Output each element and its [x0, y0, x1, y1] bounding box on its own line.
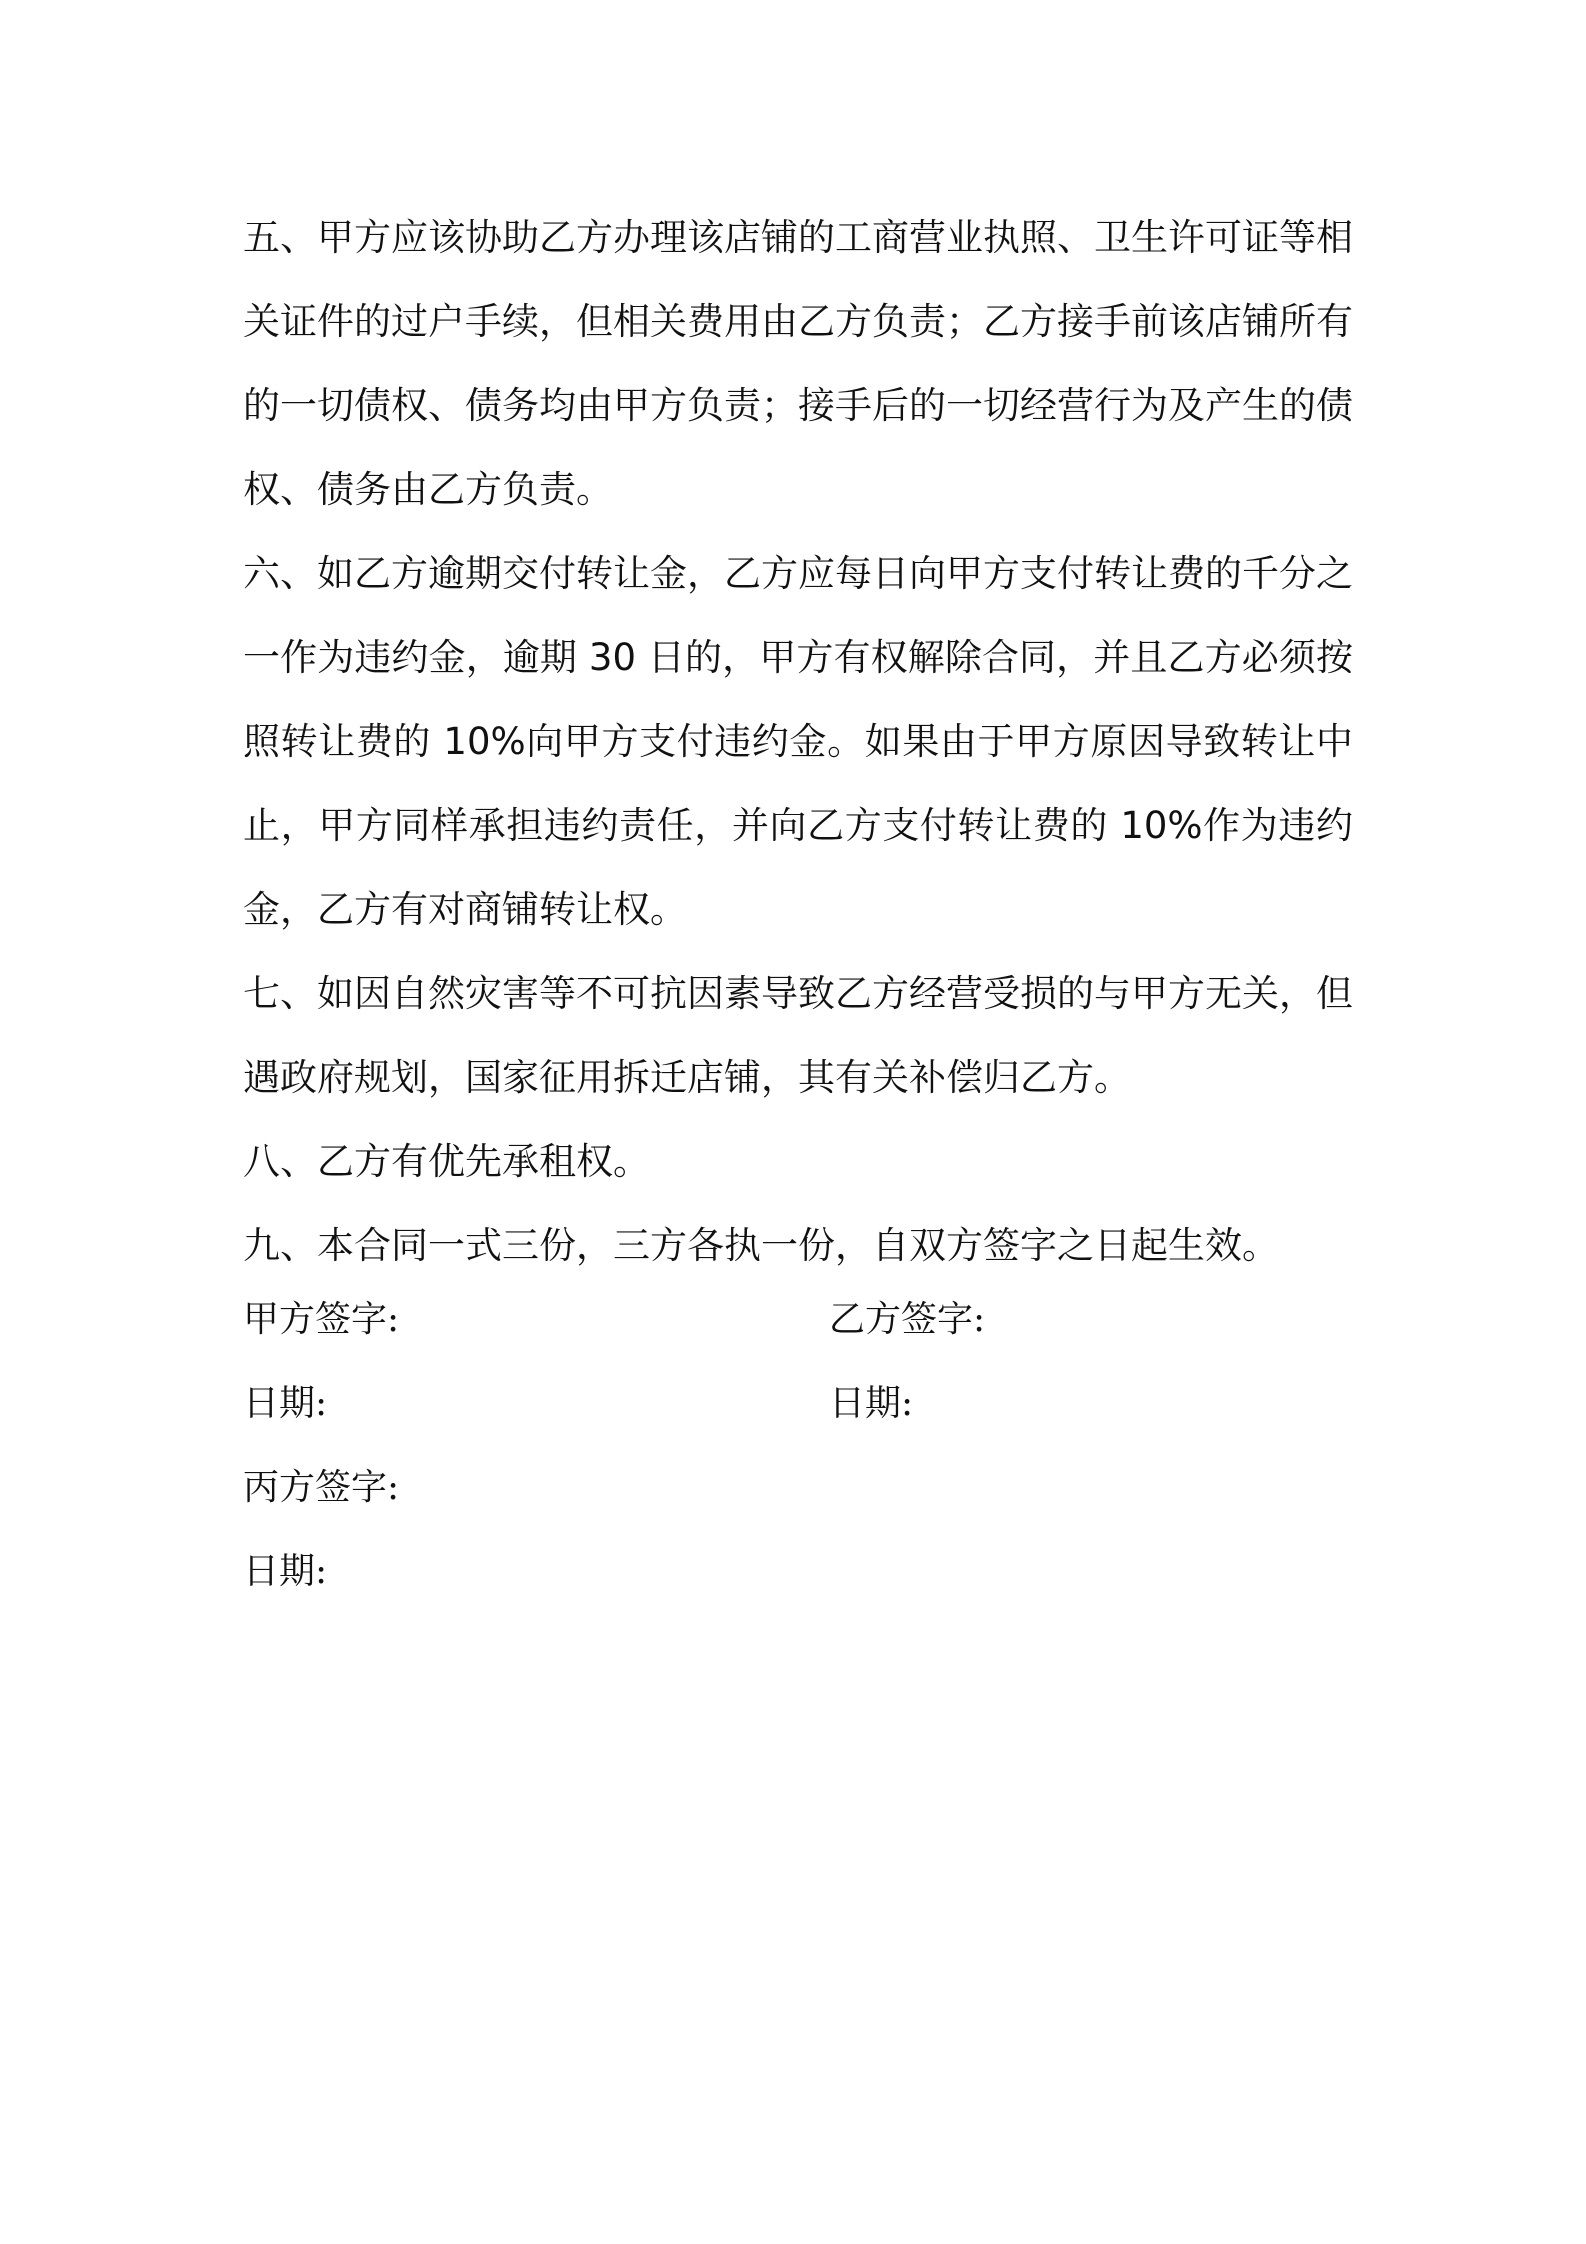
signature-row-2: [243, 1362, 1353, 1446]
clause-eight: 八、乙方有优先承租权。: [243, 1140, 650, 1183]
clause-nine: 九、本合同一式三份，三方各执一份，自双方签字之日起生效。: [243, 1224, 1279, 1267]
signature-row-3: [243, 1446, 1353, 1530]
party-a-signature-label: 甲方签字:: [243, 1299, 400, 1340]
party-c-date-label: 日期:: [243, 1551, 328, 1592]
contract-body: [243, 196, 1353, 1288]
signature-row-1: [243, 1278, 1353, 1362]
clause-seven: 七、如因自然灾害等不可抗因素导致乙方经营受损的与甲方无关，但遇政府规划，国家征用拆迁店铺，其有关补偿归乙方。: [243, 972, 1353, 1099]
party-c-signature-label: 丙方签字:: [243, 1467, 400, 1508]
clause-five: 五、甲方应该协助乙方办理该店铺的工商营业执照、卫生许可证等相关证件的过户手续，但相关费用由乙方负责；乙方接手前该店铺所有的一切债权、债务均由甲方负责；接手后的一切经营行为及产生的债权、债务由乙方负责。: [243, 216, 1353, 511]
signature-row-4: [243, 1530, 1353, 1614]
party-b-date-label: 日期:: [829, 1383, 914, 1424]
clause-six: 六、如乙方逾期交付转让金，乙方应每日向甲方支付转让费的千分之一作为违约金，逾期 30 日的，甲方有权解除合同，并且乙方必须按照转让费的 10%向甲方支付违约金。如果由于甲方原因导致转让中止，甲方同样承担违约责任，并向乙方支付转让费的 10%作为违约金，乙方有对商铺转让权。: [243, 552, 1353, 931]
party-a-date-label: 日期:: [243, 1383, 328, 1424]
signature-block: [243, 1278, 1353, 1614]
party-b-signature-label: 乙方签字:: [829, 1299, 986, 1340]
